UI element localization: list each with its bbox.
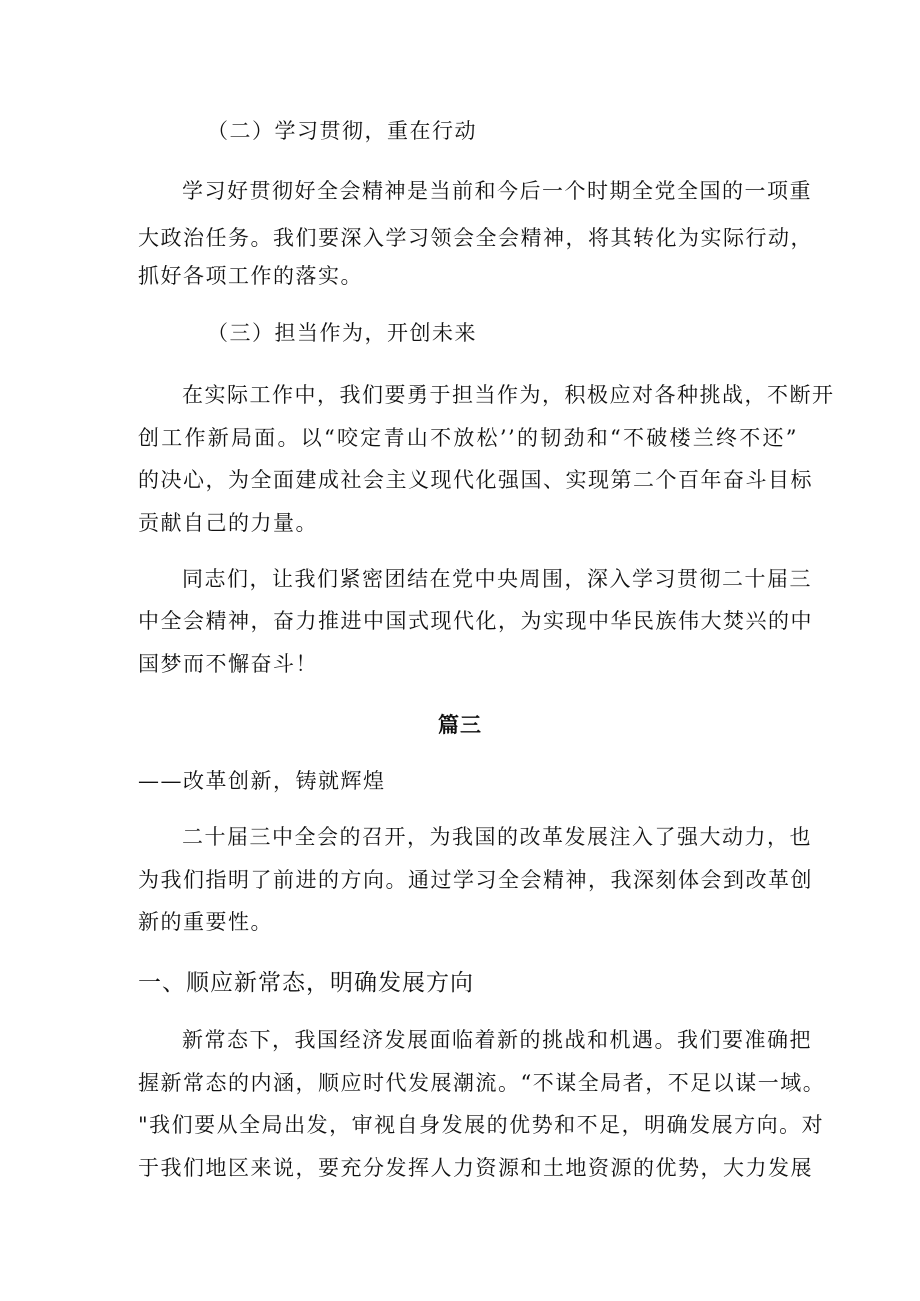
section-heading-3: （三）担当作为，开创未来	[207, 321, 477, 345]
part-title: 篇三	[438, 712, 482, 737]
paragraph-line: 二十届三中全会的召开，为我国的改革发展注入了强大动力，也	[182, 825, 812, 849]
part-subtitle: ——改革创新，铸就辉煌	[138, 769, 386, 793]
paragraph-line: 的决心，为全面建成社会主义现代化强国、实现第二个百年奋斗目标	[138, 468, 813, 492]
section-heading-h1: 一、顺应新常态，明确发展方向	[138, 970, 474, 996]
paragraph-line: 贡献自己的力量。	[138, 511, 318, 535]
paragraph-line: 学习好贯彻好全会精神是当前和今后一个时期全党全国的一项重	[182, 179, 812, 203]
section-heading-2: （二）学习贯彻，重在行动	[207, 119, 477, 143]
paragraph-line: 握新常态的内涵，顺应时代发展潮流。“不谋全局者，不足以谋一域。	[138, 1071, 826, 1095]
paragraph-line: 为我们指明了前进的方向。通过学习全会精神，我深刻体会到改革创	[138, 868, 813, 892]
paragraph-line: 在实际工作中，我们要勇于担当作为，积极应对各种挑战，不断开	[182, 383, 835, 407]
paragraph-line: 创工作新局面。以“咬定青山不放松’’的韧劲和“不破楼兰终不还”	[138, 426, 798, 450]
paragraph-line: 国梦而不懈奋斗！	[138, 652, 318, 676]
paragraph-line: 新常态下，我国经济发展面临着新的挑战和机遇。我们要准确把	[182, 1028, 812, 1052]
paragraph-line: 大政治任务。我们要深入学习领会全会精神，将其转化为实际行动，	[138, 226, 813, 250]
paragraph-line: "我们要从全局出发，审视自身发展的优势和不足，明确发展方向。对	[138, 1113, 825, 1137]
paragraph-line: 同志们，让我们紧密团结在党中央周围，深入学习贯彻二十届三	[182, 567, 812, 591]
paragraph-line: 抓好各项工作的落实。	[138, 264, 363, 288]
paragraph-line: 新的重要性。	[138, 910, 273, 934]
paragraph-line: 于我们地区来说，要充分发挥人力资源和土地资源的优势，大力发展	[138, 1156, 813, 1180]
paragraph-line: 中全会精神，奋力推进中国式现代化，为实现中华民族伟大焚兴的中	[138, 609, 813, 633]
